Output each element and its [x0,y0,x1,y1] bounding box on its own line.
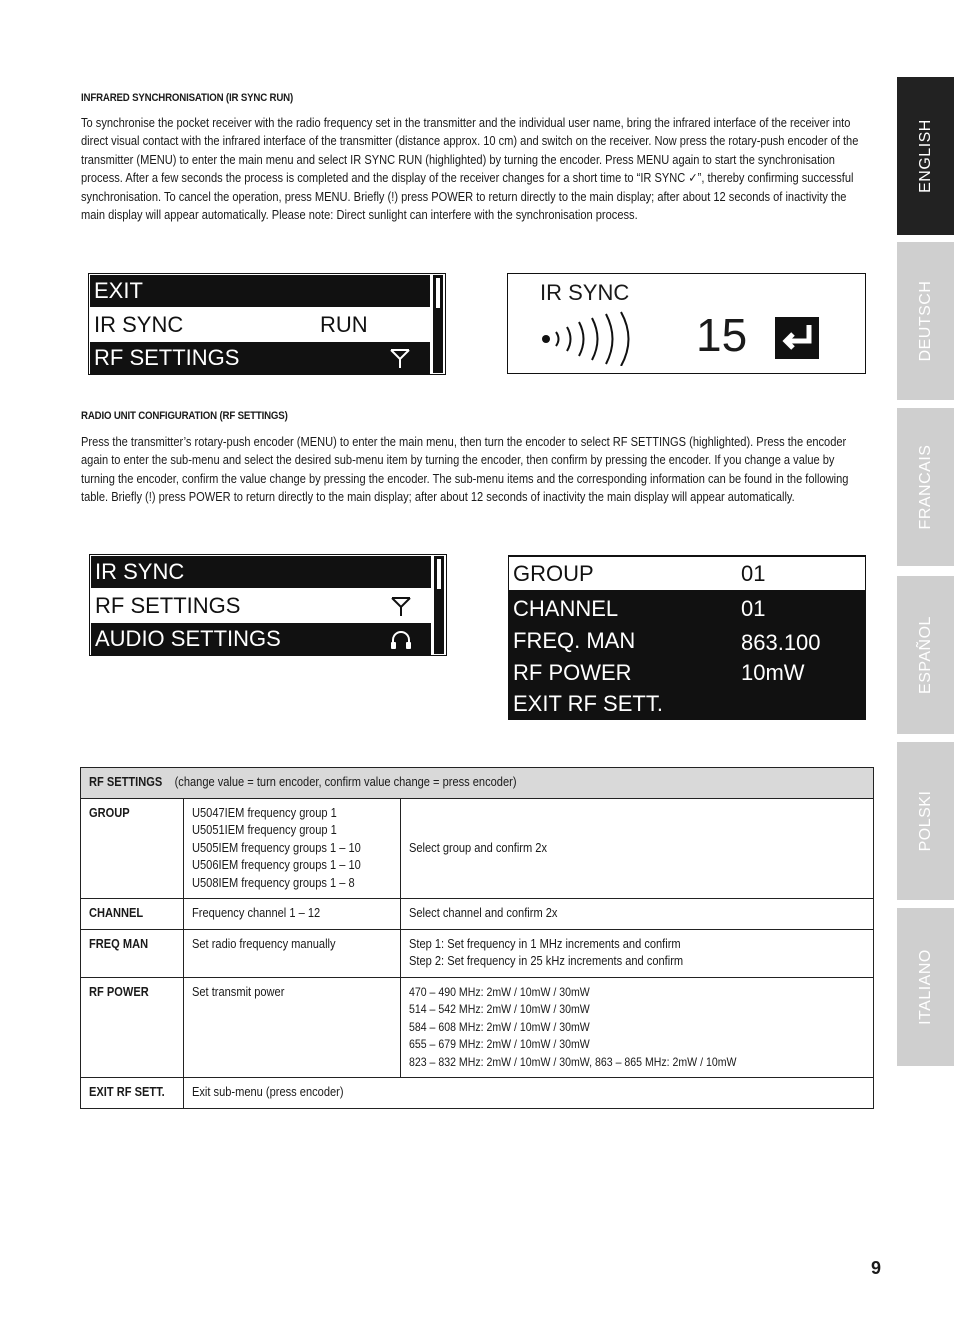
section-body-ir-sync: To synchronise the pocket receiver with the radio frequency set in the transmitter and the individual user name, bring the infrared interface of the receiver into direct visual contact with the infrared interface of the transmitter (distance approx. 10 cm) and switch on the receiver. Now press the rotary-push encoder of the transmitter (MENU) to enter the main menu and select IR SYNC RUN (highlighted) by turning the encoder. Press MENU again to start the synchronisation process. After a few seconds the process is completed and the display of the receiver changes for a short time to “IR SYNC ✓”, thereby confirming successful synchronisation. To cancel the operation, press MENU. Briefly (!) press POWER to return directly to the main display; after about 12 seconds of inactivity the main display will appear automatically. Please note: Direct sunlight can interfere with the synchronisation process. [81,116,859,223]
scrollbar [434,556,444,654]
menu-row-audio-settings: AUDIO SETTINGS [91,623,431,655]
page-number: 9 [871,1258,882,1278]
rf-row-freq-man: FREQ. MAN 863.100 [513,628,821,655]
menu-row-exit: EXIT [90,275,430,307]
table-row-rf-power: RF POWER Set transmit power 470 – 490 MHz: 2mW / 10mW / 30mW 514 – 542 MHz: 2mW / 10mW / 30mW 584 – 608 MHz: 2mW / 10mW / 30mW 655 – 679 MHz: 2mW / 10mW / 30mW 823 – 832 MHz: 2mW / 10mW / 30mW, 863 – 865 MHz: 2mW / 10mW [81,977,874,1078]
enter-icon [775,317,819,359]
tab-italiano[interactable]: ITALIANO [897,908,954,1066]
lcd-main-menu-1 [88,273,446,375]
table-row-exit: EXIT RF SETT. Exit sub-menu (press encoder) [81,1078,874,1109]
tab-polski[interactable]: POLSKI [897,742,954,900]
antenna-icon [389,594,413,618]
rf-row-group: GROUP 01 [509,557,865,590]
table-row-group: GROUP U5047IEM frequency group 1 U5051IEM frequency group 1 U505IEM frequency groups 1 – 10 U506IEM frequency groups 1 – 10 U508IEM frequency groups 1 – 8 Select group and confirm 2x [81,798,874,899]
rf-row-exit: EXIT RF SETT. [513,691,663,716]
headphones-icon [389,627,413,651]
menu-row-rf-settings: RF SETTINGS [90,342,430,374]
menu-row-ir-sync: IR SYNC [91,556,431,588]
antenna-icon [388,346,412,370]
rf-row-channel: CHANNEL 01 [513,596,766,621]
section-heading-ir-sync: INFRARED SYNCHRONISATION (IR SYNC RUN) [81,92,294,104]
rf-row-rf-power: RF POWER 10mW [513,660,805,685]
sync-title: IR SYNC [540,280,630,305]
scrollbar [433,275,443,373]
table-row-channel: CHANNEL Frequency channel 1 – 12 Select channel and confirm 2x [81,899,874,930]
section-body-rf-settings: Press the transmitter’s rotary-push encoder (MENU) to enter the main menu, then turn the encoder to select RF SETTINGS (highlighted). Press the encoder again to enter the sub-menu and select the desired sub-menu item by turning the encoder, then confirm by pressing the encoder. If you change a value by turning the encoder, confirm the value change by pressing the encoder. The sub-menu items and the corresponding information can be found in the following table. Briefly (!) press POWER to return directly to the main display; after about 12 seconds of inactivity the main display will appear automatically. [81,435,849,505]
tab-espanol[interactable]: ESPAÑOL [897,576,954,734]
lcd-rf-settings-menu [508,555,866,720]
tab-english[interactable]: ENGLISH [897,77,954,235]
menu-row-rf-settings: RF SETTINGS [91,590,431,622]
ir-sync-display [507,273,866,374]
lcd-main-menu-2 [89,554,447,656]
table-header-row: RF SETTINGS (change value = turn encoder, confirm value change = press encoder) [81,768,874,799]
infrared-waves-icon [538,310,658,366]
section-heading-rf-settings: RADIO UNIT CONFIGURATION (RF SETTINGS) [81,410,288,422]
sync-countdown: 15 [696,309,748,361]
tab-deutsch[interactable]: DEUTSCH [897,242,954,400]
rf-settings-table [80,767,874,1109]
table-row-freq-man: FREQ MAN Set radio frequency manually Step 1: Set frequency in 1 MHz increments and confirm Step 2: Set frequency in 25 kHz increments and confirm [81,929,874,977]
tab-francais[interactable]: FRANCAIS [897,408,954,566]
menu-row-ir-sync: IR SYNC RUN [90,309,430,341]
